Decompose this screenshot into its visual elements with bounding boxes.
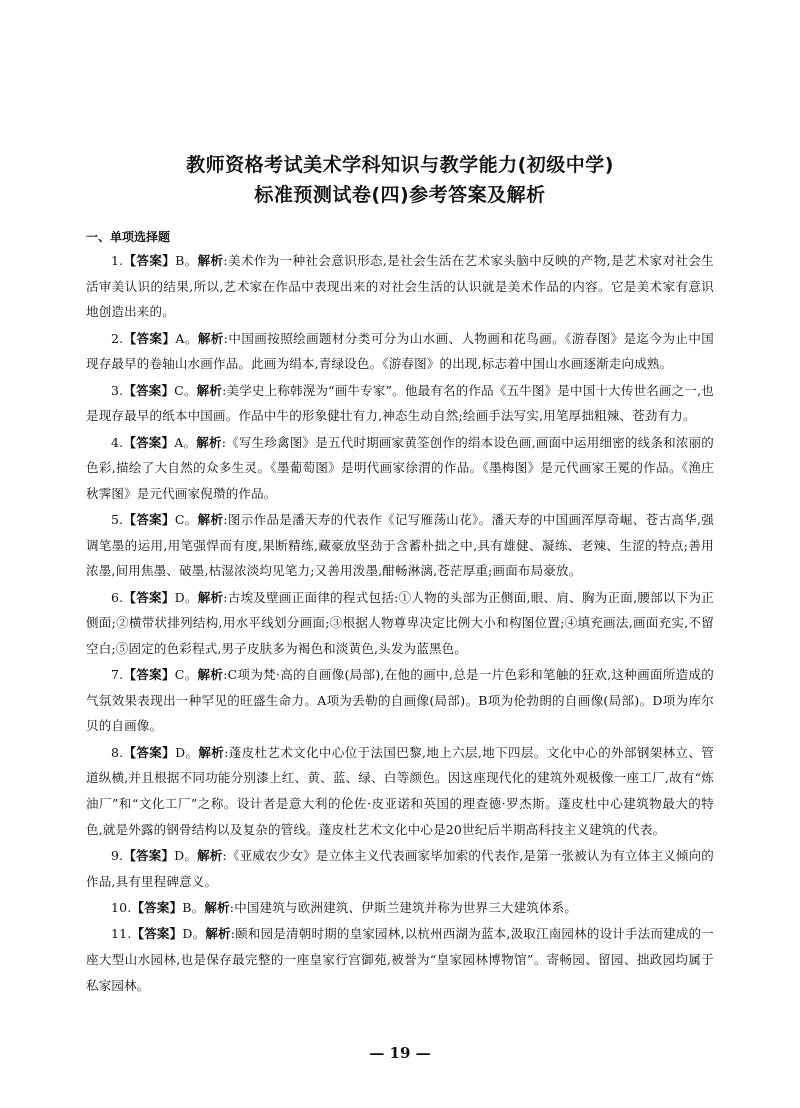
analysis-text: 美术作为一种社会意识形态,是社会生活在艺术家头脑中反映的产物,是艺术家对社会生活审美认识的结果,所以,艺术家在作品中表现出来的对社会生活的认识就是美术作品的内容。它是美术家有意识地创造出来的。: [86, 253, 714, 320]
analysis-label: 解析: [197, 589, 224, 605]
analysis-label: 解析: [204, 900, 230, 916]
answer-choice: C。: [174, 382, 197, 398]
answer-choice: D。: [174, 848, 198, 864]
analysis-label: 解析: [197, 667, 224, 683]
answer-label: 【答案】: [123, 667, 175, 683]
item-number: 6.: [111, 589, 124, 605]
answer-choice: D。: [182, 926, 206, 942]
item-number: 3.: [111, 382, 124, 398]
analysis-label: 解析: [205, 926, 231, 942]
analysis-text: 《写生珍禽图》是五代时期画家黄筌创作的绢本设色画,画面中运用细密的线条和浓丽的色彩,描绘了大自然的众多生灵。《墨葡萄图》是明代画家徐渭的作品。《墨梅图》是元代画家王冕的作品。《渔庄秋霁图》是元代画家倪瓒的作品。: [86, 434, 714, 501]
answer-choice: D。: [175, 744, 199, 760]
answer-label: 【答案】: [123, 330, 176, 346]
answer-label: 【答案】: [123, 382, 175, 398]
item-number: 10.: [111, 900, 132, 916]
answer-item: 9.【答案】D。解析:《亚威农少女》是立体主义代表画家毕加索的代表作,是第一张被认为有立体主义倾向的作品,具有里程碑意义。: [86, 848, 714, 889]
analysis-label: 解析: [197, 512, 224, 528]
answer-item: 7.【答案】C。解析:C项为梵·高的自画像(局部),在他的画中,总是一片色彩和笔触的狂欢,这种画面所造成的气氛效果表现出一种罕见的旺盛生命力。A项为丢勒的自画像(局部)。B项为伦勃朗的自画像(局部)。D项为库尔贝的自画像。: [86, 667, 714, 734]
analysis-label: 解析: [197, 330, 224, 346]
analysis-text: 美学史上称韩滉为“画牛专家”。他最有名的作品《五牛图》是中国十大传世名画之一,也是现存最早的纸本中国画。作品中牛的形象健壮有力,神态生动自然;绘画手法写实,用笔厚拙粗辣、苍劲有力。: [86, 382, 714, 424]
item-number: 1.: [111, 253, 124, 268]
item-number: 2.: [111, 330, 124, 346]
answer-item: 5.【答案】C。解析:图示作品是潘天寿的代表作《记写雁荡山花》。潘天寿的中国画浑厚奇崛、苍古高华,强调笔墨的运用,用笔强悍而有度,果断精练,藏豪放坚劲于含蓄朴拙之中,具有雄健、凝练、老辣、生涩的特点;善用浓墨,间用焦墨、破墨,枯湿浓淡均见笔力;又善用泼墨,酣畅淋漓,苍茫厚重;画面布局豪放。: [86, 512, 715, 579]
item-number: 4.: [111, 434, 124, 450]
answer-choice: A。: [175, 330, 198, 346]
analysis-label: 解析: [197, 848, 223, 864]
answer-label: 【答案】: [131, 926, 183, 942]
analysis-label: 解析: [196, 382, 223, 398]
answer-label: 【答案】: [123, 512, 175, 528]
answer-item: 6.【答案】D。解析:古埃及壁画正面律的程式包括:①人物的头部为正侧面,眼、肩、胸为正面,腰部以下为正侧面;②横带状排列结构,用水平线划分画面;③根据人物尊卑决定比例大小和构图位置;④填充画法,画面充实,不留空白;⑤固定的色彩程式,男子皮肤多为褐色和淡黄色,头发为蓝黑色。: [86, 589, 714, 656]
analysis-text: 中国建筑与欧洲建筑、伊斯兰建筑并称为世界三大建筑体系。: [234, 900, 578, 916]
analysis-label: 解析: [198, 744, 225, 760]
item-number: 7.: [111, 667, 124, 683]
analysis-text: 图示作品是潘天寿的代表作《记写雁荡山花》。潘天寿的中国画浑厚奇崛、苍古高华,强调笔墨的运用,用笔强悍而有度,果断精练,藏豪放坚劲于含蓄朴拙之中,具有雄健、凝练、老辣、生涩的特点;善用浓墨,间用焦墨、破墨,枯湿浓淡均见笔力;又善用泼墨,酣畅淋漓,苍茫厚重;画面布局豪放。: [86, 512, 715, 579]
answer-label: 【答案】: [123, 253, 176, 268]
answer-item: 1.【答案】B。解析:美术作为一种社会意识形态,是社会生活在艺术家头脑中反映的产物,是艺术家对社会生活审美认识的结果,所以,艺术家在作品中表现出来的对社会生活的认识就是美术作品的内容。它是美术家有意识地创造出来的。: [86, 253, 714, 320]
analysis-text: 颐和园是清朝时期的皇家园林,以杭州西湖为蓝本,汲取江南园林的设计手法而建成的一座大型山水园林,也是保存最完整的一座皇家行宫御苑,被誉为“皇家园林博物馆”。寄畅园、留园、拙政园均属于私家园林。: [86, 926, 714, 993]
answer-item: 11.【答案】D。解析:颐和园是清朝时期的皇家园林,以杭州西湖为蓝本,汲取江南园林的设计手法而建成的一座大型山水园林,也是保存最完整的一座皇家行宫御苑,被誉为“皇家园林博物馆”。寄畅园、留园、拙政园均属于私家园林。: [86, 926, 714, 993]
analysis-text: 古埃及壁画正面律的程式包括:①人物的头部为正侧面,眼、肩、胸为正面,腰部以下为正侧面;②横带状排列结构,用水平线划分画面;③根据人物尊卑决定比例大小和构图位置;④填充画法,画面充实,不留空白;⑤固定的色彩程式,男子皮肤多为褐色和淡黄色,头发为蓝黑色。: [86, 589, 714, 656]
answer-choice: C。: [174, 667, 198, 683]
answer-item: 2.【答案】A。解析:中国画按照绘画题材分类可分为山水画、人物画和花鸟画。《游春图》是迄今为止中国现存最早的卷轴山水画作品。此画为绢本,青绿设色。《游春图》的出现,标志着中国山水画逐渐走向成熟。: [86, 330, 714, 372]
answer-choice: C。: [174, 512, 198, 528]
answer-choice: D。: [174, 589, 198, 605]
document-subtitle: 标准预测试卷(四)参考答案及解析: [254, 184, 546, 206]
answer-choice: B。: [182, 900, 205, 916]
answer-choice: A。: [174, 434, 197, 450]
item-number: 11.: [111, 926, 132, 942]
answer-item: 4.【答案】A。解析:《写生珍禽图》是五代时期画家黄筌创作的绢本设色画,画面中运用细密的线条和浓丽的色彩,描绘了大自然的众多生灵。《墨葡萄图》是明代画家徐渭的作品。《墨梅图》是元代画家王冕的作品。《渔庄秋霁图》是元代画家倪瓒的作品。: [86, 434, 714, 501]
answer-item: 10.【答案】B。解析:中国建筑与欧洲建筑、伊斯兰建筑并称为世界三大建筑体系。: [111, 900, 578, 916]
page-number: — 19 —: [369, 1044, 431, 1062]
answer-item: 3.【答案】C。解析:美学史上称韩滉为“画牛专家”。他最有名的作品《五牛图》是中国十大传世名画之一,也是现存最早的纸本中国画。作品中牛的形象健壮有力,神态生动自然;绘画手法写实,用笔厚拙粗辣、苍劲有力。: [86, 382, 714, 424]
analysis-text: 中国画按照绘画题材分类可分为山水画、人物画和花鸟画。《游春图》是迄今为止中国现存最早的卷轴山水画作品。此画为绢本,青绿设色。《游春图》的出现,标志着中国山水画逐渐走向成熟。: [86, 330, 714, 372]
answer-label: 【答案】: [123, 589, 175, 605]
answer-label: 【答案】: [123, 848, 175, 864]
analysis-text: 《亚威农少女》是立体主义代表画家毕加索的代表作,是第一张被认为有立体主义倾向的作品,具有里程碑意义。: [86, 848, 714, 889]
answer-item: 8.【答案】D。解析:蓬皮杜艺术文化中心位于法国巴黎,地上六层,地下四层。文化中心的外部钢架林立、管道纵横,并且根据不同功能分别漆上红、黄、蓝、绿、白等颜色。因这座现代化的建筑外观极像一座工厂,故有“炼油厂”和“文化工厂”之称。设计者是意大利的伦佐·皮亚诺和英国的理查德·罗杰斯。蓬皮杜中心建筑物最大的特色,就是外露的钢骨结构以及复杂的管线。蓬皮杜艺术文化中心是20世纪后半期高科技主义建筑的代表。: [86, 744, 714, 837]
analysis-text: C项为梵·高的自画像(局部),在他的画中,总是一片色彩和笔触的狂欢,这种画面所造成的气氛效果表现出一种罕见的旺盛生命力。A项为丢勒的自画像(局部)。B项为伦勃朗的自画像(局部)。D项为库尔贝的自画像。: [86, 667, 714, 734]
document-title: 教师资格考试美术学科知识与教学能力(初级中学): [186, 154, 614, 176]
analysis-text: 蓬皮杜艺术文化中心位于法国巴黎,地上六层,地下四层。文化中心的外部钢架林立、管道纵横,并且根据不同功能分别漆上红、黄、蓝、绿、白等颜色。因这座现代化的建筑外观极像一座工厂,故有“炼油厂”和“文化工厂”之称。设计者是意大利的伦佐·皮亚诺和英国的理查德·罗杰斯。蓬皮杜中心建筑物最大的特色,就是外露的钢骨结构以及复杂的管线。蓬皮杜艺术文化中心是20世纪后半期高科技主义建筑的代表。: [86, 744, 714, 837]
answer-label: 【答案】: [131, 900, 183, 916]
item-number: 5.: [111, 512, 124, 528]
section-heading: 一、单项选择题: [86, 230, 171, 244]
analysis-label: 解析: [197, 253, 224, 268]
answer-list: [86, 248, 714, 999]
item-number: 8.: [111, 744, 124, 760]
answer-choice: B。: [175, 253, 198, 268]
answer-label: 【答案】: [123, 434, 175, 450]
answer-label: 【答案】: [123, 744, 176, 760]
analysis-label: 解析: [196, 434, 222, 450]
item-number: 9.: [111, 848, 124, 864]
